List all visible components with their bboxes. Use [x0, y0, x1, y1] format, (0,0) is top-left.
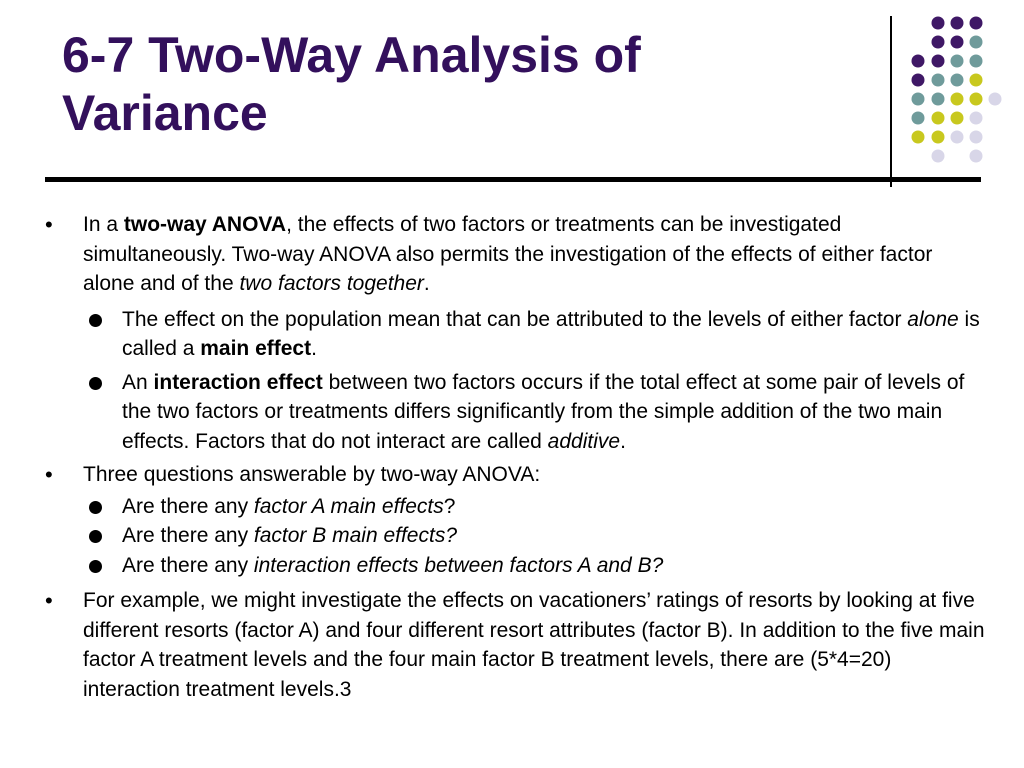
slide-title-line-1: 6-7 Two-Way Analysis of: [62, 27, 641, 83]
text-run: Are there any: [122, 494, 254, 518]
text-run: ?: [443, 494, 456, 518]
decorative-dot: [970, 150, 983, 163]
decorative-dot: [970, 36, 983, 49]
subbullet-factor-a: [45, 492, 985, 522]
text-run: .: [423, 272, 430, 295]
title-divider-rule: [45, 177, 981, 182]
bold-term: two-way ANOVA: [123, 213, 287, 236]
text-run: .: [620, 429, 626, 453]
decorative-dot: [951, 112, 964, 125]
text-run: Are there any: [122, 553, 254, 577]
decorative-dot: [912, 93, 925, 106]
decorative-dot: [932, 131, 945, 144]
decorative-dot: [932, 17, 945, 30]
subbullet-factor-b: [45, 521, 985, 551]
decorative-dot: [951, 74, 964, 87]
text-run: is called a: [122, 307, 980, 360]
text-run: For example, we might investigate the effects on vacationers’ ratings of resorts by looking at five different resorts (factor A) and four different resort attributes (factor B). In addition to the five main factor A treatment levels and the four main factor B treatment levels, there are (5*4=20) interaction treatment levels.3: [83, 589, 985, 701]
decorative-dot: [932, 150, 945, 163]
decorative-vertical-line: [890, 16, 892, 187]
decorative-dot: [912, 74, 925, 87]
decorative-dot: [951, 93, 964, 106]
italic-term: factor A main effects: [253, 494, 444, 518]
decorative-dot: [970, 112, 983, 125]
slide-title-line-2: Variance: [62, 85, 268, 141]
slide-body: [45, 210, 985, 710]
italic-term: alone: [907, 307, 959, 331]
decorative-dot: [912, 112, 925, 125]
text-run: In a: [83, 213, 124, 236]
text-run: between two factors occurs if the total effect at some pair of levels of the two factors or treatments differs significantly from the simple addition of the two main effects. Factors that do not interact are called: [122, 370, 965, 453]
decorative-dot: [932, 36, 945, 49]
italic-term: two factors together: [239, 272, 424, 295]
text-run: Three questions answerable by two-way ANOVA:: [83, 463, 541, 486]
decorative-dot: [932, 55, 945, 68]
subbullet-main-effect: [45, 305, 985, 364]
decorative-dot: [912, 55, 925, 68]
decorative-dot: [951, 131, 964, 144]
bullet-example: [45, 586, 985, 704]
subbullet-interaction: [45, 551, 985, 581]
decorative-dot: [970, 55, 983, 68]
decorative-dot: [932, 112, 945, 125]
text-run: , the effects of two factors or treatments can be investigated simultaneously. Two-way ANOVA also permits the investigation of the effects of either factor alone and of the: [83, 213, 933, 295]
text-run: .: [311, 337, 317, 360]
italic-term: interaction effects between factors A and B?: [253, 553, 664, 577]
italic-term: factor B main effects?: [253, 524, 457, 547]
decorative-dot: [970, 93, 983, 106]
decorative-dot: [970, 74, 983, 87]
text-run: The effect on the population mean that can be attributed to the levels of either factor: [122, 307, 908, 331]
decorative-dot: [970, 131, 983, 144]
bold-term: main effect: [200, 337, 312, 360]
decorative-dot: [970, 17, 983, 30]
decorative-dot: [932, 93, 945, 106]
bullet-two-way-anova: [45, 210, 985, 299]
decorative-dot: [932, 74, 945, 87]
decorative-dot: [912, 131, 925, 144]
italic-term: additive: [547, 429, 621, 453]
bullet-three-questions: [45, 460, 985, 490]
decorative-dot: [989, 93, 1002, 106]
text-run: Are there any: [122, 524, 254, 547]
decorative-dot: [951, 17, 964, 30]
bold-term: interaction effect: [153, 370, 323, 394]
subbullet-interaction-effect: [45, 368, 985, 457]
slide-title: [62, 26, 862, 142]
decorative-dot: [951, 55, 964, 68]
decorative-dot: [951, 36, 964, 49]
text-run: An: [122, 370, 154, 394]
